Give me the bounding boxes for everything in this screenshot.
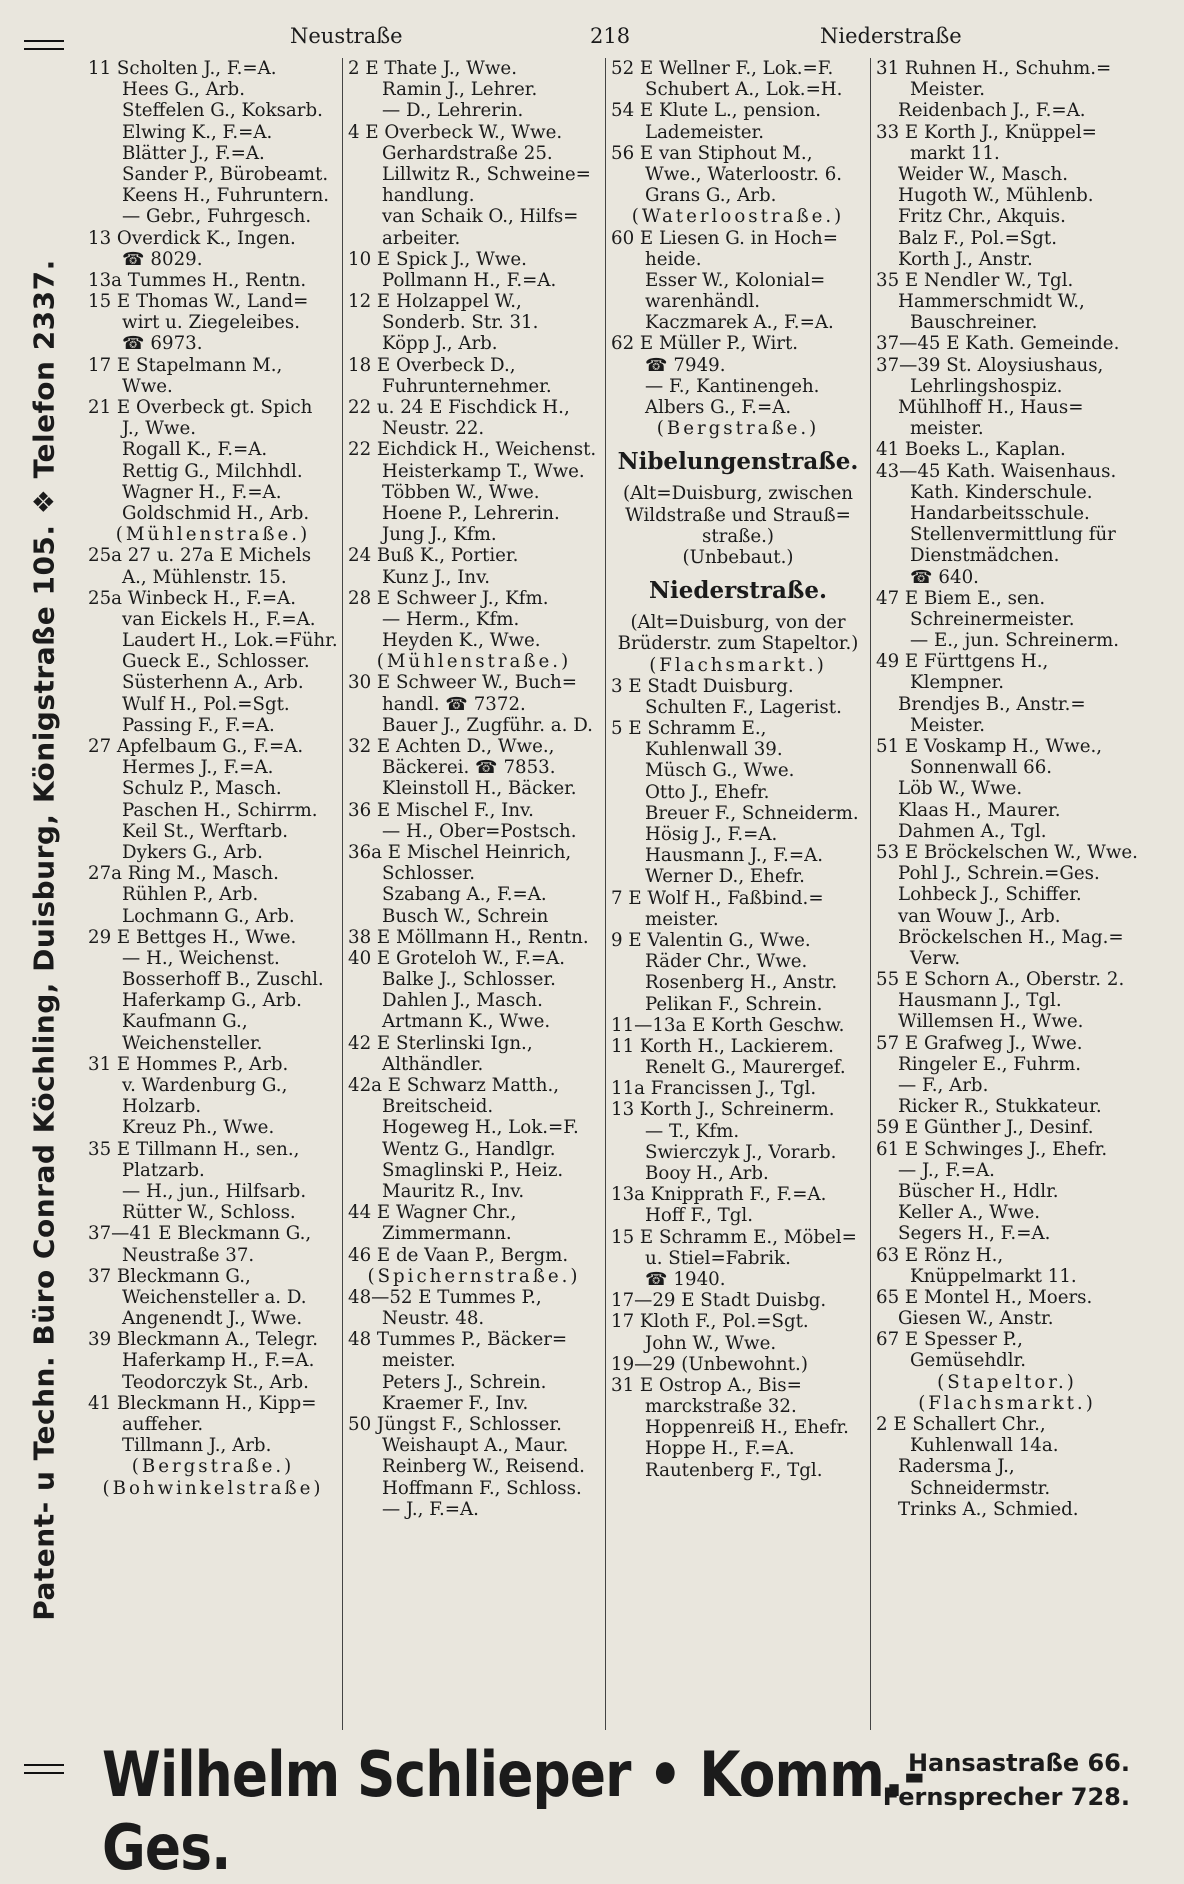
directory-entry: Verw. bbox=[910, 947, 961, 969]
directory-entry: Handarbeitsschule. bbox=[910, 502, 1090, 524]
directory-entry: van Schaik O., Hilfs= bbox=[382, 206, 579, 228]
directory-entry: Lochmann G., Arb. bbox=[122, 905, 295, 927]
directory-entry: Elwing K., F.=A. bbox=[122, 121, 273, 143]
footer-advertisement bbox=[88, 1734, 1148, 1884]
directory-entry: Renelt G., Maurergef. bbox=[645, 1057, 846, 1079]
directory-entry: 44 E Wagner Chr., bbox=[348, 1202, 517, 1224]
directory-entry: — Herm., Kfm. bbox=[382, 608, 520, 630]
directory-entry: 5 E Schramm E., bbox=[611, 718, 767, 740]
directory-entry: Esser W., Kolonial= bbox=[645, 269, 826, 291]
column-divider-3 bbox=[870, 58, 871, 1730]
directory-entry: handl. ☎ 7372. bbox=[382, 693, 526, 715]
directory-entry: (Unbebaut.) bbox=[682, 546, 794, 568]
directory-entry: 3 E Stadt Duisburg. bbox=[611, 675, 794, 697]
directory-entry: 65 E Montel H., Moers. bbox=[876, 1286, 1093, 1308]
directory-entry: Hoffmann F., Schloss. bbox=[382, 1477, 582, 1499]
directory-entry: — Gebr., Fuhrgesch. bbox=[122, 206, 312, 228]
directory-entry: (Mühlenstraße.) bbox=[115, 524, 311, 546]
directory-entry: — T., Kfm. bbox=[645, 1120, 740, 1142]
directory-entry: Wwe., Waterloostr. 6. bbox=[645, 163, 843, 185]
directory-entry: Gerhardstraße 25. bbox=[382, 142, 553, 164]
directory-entry: Bauschreiner. bbox=[910, 312, 1038, 334]
footer-ad-address bbox=[883, 1746, 1130, 1814]
directory-entry: Haferkamp G., Arb. bbox=[122, 990, 302, 1012]
directory-entry: Hoppe H., F.=A. bbox=[645, 1438, 795, 1460]
street-heading: Niederstraße. bbox=[649, 577, 827, 605]
directory-entry: Hoff F., Tgl. bbox=[645, 1205, 754, 1227]
directory-entry: Reidenbach J., F.=A. bbox=[898, 100, 1086, 122]
directory-entry: Rettig G., Milchhdl. bbox=[122, 460, 303, 482]
footer-ad-company: Wilhelm Schlieper • Komm.-Ges. bbox=[102, 1738, 925, 1884]
directory-entry: Dienstmädchen. bbox=[910, 545, 1060, 567]
directory-entry: meister. bbox=[910, 418, 984, 440]
directory-entry: 31 E Hommes P., Arb. bbox=[88, 1053, 289, 1075]
directory-entry: Knüppelmarkt 11. bbox=[910, 1265, 1077, 1287]
directory-entry: Artmann K., Wwe. bbox=[382, 1011, 551, 1033]
directory-entry: Schreinermeister. bbox=[910, 608, 1075, 630]
directory-entry: Weider W., Masch. bbox=[898, 163, 1069, 185]
directory-entry: — J., F.=A. bbox=[382, 1498, 479, 1520]
directory-entry: Kuhlenwall 39. bbox=[645, 739, 783, 761]
directory-entry: 2 E Schallert Chr., bbox=[876, 1414, 1046, 1435]
column-3 bbox=[611, 58, 865, 1730]
directory-entry: Meister. bbox=[910, 79, 986, 101]
directory-entry: Goldschmid H., Arb. bbox=[122, 502, 310, 524]
directory-entry: Keller A., Wwe. bbox=[898, 1202, 1041, 1224]
column-4 bbox=[876, 58, 1138, 1730]
directory-entry: ☎ 640. bbox=[910, 566, 979, 588]
directory-entry: 62 E Müller P., Wirt. bbox=[611, 333, 799, 355]
directory-entry: Werner D., Ehefr. bbox=[645, 866, 805, 888]
directory-entry: Büscher H., Hdlr. bbox=[898, 1180, 1059, 1202]
directory-entry: Räder Chr., Wwe. bbox=[645, 951, 808, 973]
directory-entry: 36a E Mischel Heinrich, bbox=[348, 841, 572, 863]
directory-entry: 53 E Bröckelschen W., Wwe. bbox=[876, 841, 1138, 863]
directory-entry: Wentz G., Handlgr. bbox=[382, 1138, 556, 1160]
directory-entry: 36 E Mischel F., Inv. bbox=[348, 799, 534, 821]
directory-entry: Steffelen G., Koksarb. bbox=[122, 100, 323, 122]
side-ad-text: Patent- u Techn. Büro Conrad Köchling, Duisburg, Königstraße 105. ❖ Telefon 2337. bbox=[27, 259, 61, 1621]
directory-entry: Kath. Kinderschule. bbox=[910, 481, 1093, 503]
footer-ad-line-1: Hansastraße 66. bbox=[907, 1749, 1130, 1777]
directory-entry: Bröckelschen H., Mag.= bbox=[898, 926, 1124, 948]
directory-entry: meister. bbox=[645, 908, 719, 930]
directory-entry: (Alt=Duisburg, von der bbox=[630, 612, 846, 634]
directory-entry: John W., Wwe. bbox=[645, 1332, 777, 1354]
directory-entry: 17 Kloth F., Pol.=Sgt. bbox=[611, 1311, 809, 1333]
directory-entry: Lillwitz R., Schweine= bbox=[382, 163, 591, 185]
rule-top-2 bbox=[24, 48, 64, 50]
directory-entry: Pohl J., Schrein.=Ges. bbox=[898, 863, 1100, 885]
directory-entry: (Bergstraße.) bbox=[656, 418, 820, 440]
directory-entry: 49 E Fürttgens H., bbox=[876, 651, 1049, 673]
directory-entry: 13 Overdick K., Ingen. bbox=[88, 227, 296, 249]
directory-entry: Ricker R., Stukkateur. bbox=[898, 1096, 1102, 1118]
directory-entry: 43—45 Kath. Waisenhaus. bbox=[876, 460, 1117, 482]
directory-entry: Dykers G., Arb. bbox=[122, 841, 263, 863]
directory-entry: Hammerschmidt W., bbox=[898, 291, 1085, 313]
directory-entry: Dahlen J., Masch. bbox=[382, 990, 543, 1012]
directory-entry: 48—52 E Tummes P., bbox=[348, 1286, 542, 1308]
directory-entry: Zimmermann. bbox=[382, 1223, 512, 1245]
column-divider-2 bbox=[605, 58, 606, 1730]
directory-entry: 42 E Sterlinski Ign., bbox=[348, 1032, 533, 1054]
directory-entry: Wildstraße und Strauß= bbox=[625, 504, 851, 526]
directory-entry: Hees G., Arb. bbox=[122, 79, 245, 101]
directory-entry: Pollmann H., F.=A. bbox=[382, 269, 557, 291]
directory-entry: 27 Apfelbaum G., F.=A. bbox=[88, 736, 304, 757]
directory-entry: Sander P., Bürobeamt. bbox=[122, 163, 329, 185]
directory-entry: 54 E Klute L., pension. bbox=[611, 100, 822, 122]
directory-entry: Meister. bbox=[910, 714, 986, 736]
directory-entry: Kunz J., Inv. bbox=[382, 566, 490, 588]
directory-entry: Bosserhoff B., Zuschl. bbox=[122, 969, 324, 991]
directory-entry: Hoene P., Lehrerin. bbox=[382, 502, 560, 524]
directory-entry: Wulf H., Pol.=Sgt. bbox=[122, 693, 290, 715]
directory-entry: (Flachsmarkt.) bbox=[649, 654, 827, 676]
column-1 bbox=[88, 58, 338, 1730]
directory-entry: Blätter J., F.=A. bbox=[122, 142, 265, 164]
directory-entry: Brendjes B., Anstr.= bbox=[898, 693, 1086, 715]
directory-entry: 56 E van Stiphout M., bbox=[611, 142, 813, 164]
directory-entry: 37 Bleckmann G., bbox=[88, 1265, 251, 1287]
directory-entry: Hermes J., F.=A. bbox=[122, 757, 274, 779]
directory-entry: ☎ 1940. bbox=[645, 1268, 726, 1290]
directory-entry: J., Wwe. bbox=[122, 418, 197, 440]
directory-entry: 4 E Overbeck W., Wwe. bbox=[348, 121, 563, 143]
directory-entry: Szabang A., F.=A. bbox=[382, 884, 547, 906]
directory-entry: Heyden K., Wwe. bbox=[382, 630, 541, 652]
directory-entry: Schlosser. bbox=[382, 863, 476, 885]
directory-entry: Breuer F., Schneiderm. bbox=[645, 802, 859, 824]
directory-entry: Keil St., Werftarb. bbox=[122, 820, 289, 842]
directory-entry: Wwe. bbox=[122, 375, 173, 397]
directory-entry: (Stapeltor.) bbox=[937, 1371, 1077, 1393]
directory-entry: straße.) bbox=[702, 525, 774, 547]
directory-entry: Swierczyk J., Vorarb. bbox=[645, 1141, 837, 1163]
directory-entry: (Bergstraße.) bbox=[131, 1456, 295, 1478]
directory-entry: Rühlen P., Arb. bbox=[122, 884, 259, 906]
column-divider-1 bbox=[342, 58, 343, 1730]
directory-entry: 30 E Schweer W., Buch= bbox=[348, 672, 577, 694]
directory-entry: Kaufmann G., bbox=[122, 1011, 248, 1033]
directory-entry: Lademeister. bbox=[645, 121, 765, 143]
directory-entry: — H., Weichenst. bbox=[122, 947, 280, 969]
directory-entry: Ramin J., Lehrer. bbox=[382, 79, 538, 101]
directory-entry: Neustr. 48. bbox=[382, 1308, 485, 1330]
directory-entry: Schneidermstr. bbox=[910, 1477, 1051, 1499]
directory-entry: (Bohwinkelstraße) bbox=[102, 1477, 324, 1499]
directory-entry: 12 E Holzappel W., bbox=[348, 291, 522, 313]
directory-entry: 25a Winbeck H., F.=A. bbox=[88, 587, 296, 609]
directory-entry: Kuhlenwall 14a. bbox=[910, 1435, 1059, 1457]
directory-entry: (Mühlenstraße.) bbox=[376, 651, 572, 673]
directory-entry: Radersma J., bbox=[898, 1456, 1015, 1478]
directory-entry: Giesen W., Anstr. bbox=[898, 1308, 1054, 1330]
directory-entry: v. Wardenburg G., bbox=[122, 1075, 288, 1096]
directory-entry: 41 Boeks L., Kaplan. bbox=[876, 439, 1066, 461]
directory-entry: 22 u. 24 E Fischdick H., bbox=[348, 397, 570, 418]
directory-entry: Kaczmarek A., F.=A. bbox=[645, 312, 834, 334]
directory-entry: Bäckerei. ☎ 7853. bbox=[382, 757, 556, 779]
directory-entry: Sonderb. Str. 31. bbox=[382, 312, 539, 334]
directory-entry: Gemüsehdlr. bbox=[910, 1350, 1026, 1372]
directory-entry: wirt u. Ziegeleibes. bbox=[122, 312, 300, 334]
directory-entry: Breitscheid. bbox=[382, 1096, 494, 1118]
directory-entry: Kreuz Ph., Wwe. bbox=[122, 1117, 275, 1139]
directory-entry: Weichensteller. bbox=[122, 1032, 263, 1054]
directory-entry: Weichensteller a. D. bbox=[122, 1286, 307, 1308]
directory-entry: 48 Tummes P., Bäcker= bbox=[348, 1329, 568, 1351]
directory-entry: ☎ 8029. bbox=[122, 248, 203, 270]
directory-entry: Jung J., Kfm. bbox=[382, 524, 497, 546]
directory-entry: 57 E Grafweg J., Wwe. bbox=[876, 1032, 1083, 1054]
directory-entry: — F., Kantinengeh. bbox=[645, 375, 820, 397]
directory-entry: 13a Tummes H., Rentn. bbox=[88, 269, 307, 291]
directory-entry: 11 Scholten J., F.=A. bbox=[88, 58, 277, 79]
directory-entry: 35 E Tillmann H., sen., bbox=[88, 1138, 300, 1160]
directory-entry: Klaas H., Maurer. bbox=[898, 799, 1061, 821]
directory-entry: Rautenberg F., Tgl. bbox=[645, 1459, 823, 1481]
directory-entry: Hausmann J., Tgl. bbox=[898, 990, 1062, 1012]
directory-entry: 61 E Schwinges J., Ehefr. bbox=[876, 1138, 1108, 1160]
directory-entry: Sonnenwall 66. bbox=[910, 757, 1053, 779]
directory-entry: 7 E Wolf H., Faßbind.= bbox=[611, 887, 824, 909]
directory-entry: — E., jun. Schreinerm. bbox=[910, 630, 1120, 652]
directory-entry: Schulten F., Lagerist. bbox=[645, 696, 842, 718]
directory-entry: u. Stiel=Fabrik. bbox=[645, 1247, 791, 1269]
directory-entry: — D., Lehrerin. bbox=[382, 100, 524, 122]
directory-entry: 51 E Voskamp H., Wwe., bbox=[876, 736, 1103, 757]
directory-entry: Keens H., Fuhruntern. bbox=[122, 185, 330, 207]
column-2 bbox=[348, 58, 600, 1730]
directory-entry: Teodorczyk St., Arb. bbox=[122, 1371, 309, 1393]
directory-entry: Rosenberg H., Anstr. bbox=[645, 972, 838, 994]
directory-entry: Rogall K., F.=A. bbox=[122, 439, 268, 461]
directory-entry: Gueck E., Schlosser. bbox=[122, 651, 310, 673]
directory-entry: Lohbeck J., Schiffer. bbox=[898, 884, 1082, 906]
directory-entry: Dahmen A., Tgl. bbox=[898, 820, 1047, 842]
directory-entry: Smaglinski P., Heiz. bbox=[382, 1159, 564, 1181]
directory-entry: Haferkamp H., F.=A. bbox=[122, 1350, 315, 1372]
directory-entry: Hogeweg H., Lok.=F. bbox=[382, 1117, 579, 1139]
directory-entry: Holzarb. bbox=[122, 1096, 202, 1118]
directory-entry: 37—39 St. Aloysiushaus, bbox=[876, 354, 1104, 376]
directory-entry: 40 E Groteloh W., F.=A. bbox=[348, 947, 566, 969]
directory-entry: markt 11. bbox=[910, 142, 1000, 164]
directory-entry: — F., Arb. bbox=[898, 1075, 989, 1096]
directory-entry: van Wouw J., Arb. bbox=[898, 905, 1061, 927]
directory-entry: 22 Eichdick H., Weichenst. bbox=[348, 439, 597, 461]
directory-entry: Balz F., Pol.=Sgt. bbox=[898, 227, 1057, 249]
directory-entry: Heisterkamp T., Wwe. bbox=[382, 460, 585, 482]
directory-entry: 10 E Spick J., Wwe. bbox=[348, 248, 527, 270]
directory-entry: 11 Korth H., Lackierem. bbox=[611, 1035, 834, 1057]
directory-entry: Többen W., Wwe. bbox=[382, 481, 540, 503]
directory-entry: Stellenvermittlung für bbox=[910, 524, 1116, 546]
directory-entry: 63 E Rönz H., bbox=[876, 1244, 1004, 1266]
directory-entry: ☎ 6973. bbox=[122, 333, 203, 355]
directory-entry: 11—13a E Korth Geschw. bbox=[611, 1014, 845, 1036]
directory-entry: marckstraße 32. bbox=[645, 1396, 797, 1418]
directory-entry: 13a Knipprath F., F.=A. bbox=[611, 1184, 827, 1206]
directory-entry: 35 E Nendler W., Tgl. bbox=[876, 269, 1074, 291]
directory-entry: 37—45 E Kath. Gemeinde. bbox=[876, 333, 1120, 355]
directory-entry: 47 E Biem E., sen. bbox=[876, 587, 1046, 609]
directory-entry: (Spichernstraße.) bbox=[367, 1265, 581, 1287]
directory-entry: 50 Jüngst F., Schlosser. bbox=[348, 1414, 562, 1435]
directory-entry: Busch W., Schrein bbox=[382, 905, 549, 927]
directory-entry: Mauritz R., Inv. bbox=[382, 1180, 525, 1202]
directory-entry: Passing F., F.=A. bbox=[122, 714, 275, 736]
directory-entry: 29 E Bettges H., Wwe. bbox=[88, 926, 297, 948]
directory-entry: Paschen H., Schirrm. bbox=[122, 799, 318, 821]
directory-entry: 18 E Overbeck D., bbox=[348, 354, 516, 376]
directory-entry: Reinberg W., Reisend. bbox=[382, 1456, 585, 1478]
rule-bottom-2 bbox=[24, 1772, 64, 1774]
directory-entry: (Waterloostraße.) bbox=[631, 206, 845, 228]
directory-entry: meister. bbox=[382, 1350, 456, 1372]
directory-entry: Mühlhoff H., Haus= bbox=[898, 397, 1084, 418]
header-left-street: Neustraße bbox=[290, 24, 403, 48]
directory-entry: 11a Francissen J., Tgl. bbox=[611, 1078, 817, 1100]
directory-entry: Hösig J., F.=A. bbox=[645, 824, 778, 845]
directory-entry: ☎ 7949. bbox=[645, 354, 726, 376]
directory-entry: Neustraße 37. bbox=[122, 1244, 255, 1266]
directory-entry: Hausmann J., F.=A. bbox=[645, 845, 823, 867]
directory-entry: (Flachsmarkt.) bbox=[918, 1392, 1096, 1414]
directory-entry: 55 E Schorn A., Oberstr. 2. bbox=[876, 969, 1125, 991]
directory-entry: auffeher. bbox=[122, 1414, 204, 1435]
directory-entry: Booy H., Arb. bbox=[645, 1163, 769, 1184]
directory-entry: Pelikan F., Schrein. bbox=[645, 993, 823, 1015]
directory-entry: — J., F.=A. bbox=[898, 1159, 995, 1181]
directory-entry: (Alt=Duisburg, zwischen bbox=[623, 483, 853, 505]
directory-entry: Müsch G., Wwe. bbox=[645, 760, 795, 782]
directory-entry: 46 E de Vaan P., Bergm. bbox=[348, 1244, 569, 1266]
directory-entry: Hoppenreiß H., Ehefr. bbox=[645, 1417, 849, 1439]
directory-entry: heide. bbox=[645, 248, 702, 270]
directory-entry: Balke J., Schlosser. bbox=[382, 969, 556, 991]
street-heading: Nibelungenstraße. bbox=[617, 448, 859, 476]
directory-entry: Angenendt J., Wwe. bbox=[122, 1308, 303, 1330]
directory-entry: 37—41 E Bleckmann G., bbox=[88, 1223, 312, 1245]
directory-entry: 15 E Thomas W., Land= bbox=[88, 291, 309, 313]
directory-entry: handlung. bbox=[382, 185, 475, 207]
directory-entry: 19—29 (Unbewohnt.) bbox=[611, 1353, 808, 1375]
directory-entry: Weishaupt A., Maur. bbox=[382, 1435, 569, 1457]
directory-entry: Süsterhenn A., Arb. bbox=[122, 672, 304, 694]
directory-entry: — H., Ober=Postsch. bbox=[382, 820, 577, 842]
directory-entry: 28 E Schweer J., Kfm. bbox=[348, 587, 549, 609]
directory-entry: 15 E Schramm E., Möbel= bbox=[611, 1226, 857, 1248]
directory-entry: Schulz P., Masch. bbox=[122, 778, 282, 800]
directory-entry: 67 E Spesser P., bbox=[876, 1329, 1023, 1351]
directory-entry: 52 E Wellner F., Lok.=F. bbox=[611, 58, 834, 79]
directory-entry: Peters J., Schrein. bbox=[382, 1371, 547, 1393]
directory-entry: 32 E Achten D., Wwe., bbox=[348, 736, 555, 757]
rule-top-1 bbox=[24, 40, 64, 42]
footer-ad-line-2: Fernsprecher 728. bbox=[882, 1783, 1130, 1811]
directory-entry: 17—29 E Stadt Duisbg. bbox=[611, 1290, 827, 1312]
directory-entry: Kraemer F., Inv. bbox=[382, 1392, 529, 1414]
page-header bbox=[80, 24, 1130, 58]
directory-entry: Korth J., Anstr. bbox=[898, 248, 1033, 270]
directory-entry: Lehrlingshospiz. bbox=[910, 375, 1063, 397]
directory-entry: Fritz Chr., Akquis. bbox=[898, 206, 1066, 228]
directory-entry: Ringeler E., Fuhrm. bbox=[898, 1053, 1082, 1075]
directory-entry: Hugoth W., Mühlenb. bbox=[898, 185, 1094, 207]
directory-entry: 2 E Thate J., Wwe. bbox=[348, 58, 517, 79]
directory-entry: Rütter W., Schloss. bbox=[122, 1202, 296, 1224]
directory-entry: Brüderstr. zum Stapeltor.) bbox=[617, 633, 859, 655]
directory-entry: Platzarb. bbox=[122, 1159, 205, 1181]
directory-entry: Neustr. 22. bbox=[382, 418, 485, 440]
page-number: 218 bbox=[590, 24, 631, 48]
directory-entry: arbeiter. bbox=[382, 227, 461, 249]
directory-entry: 33 E Korth J., Knüppel= bbox=[876, 121, 1097, 143]
directory-entry: 31 Ruhnen H., Schuhm.= bbox=[876, 58, 1112, 79]
directory-entry: Kleinstoll H., Bäcker. bbox=[382, 778, 577, 800]
directory-entry: Klempner. bbox=[910, 672, 1005, 694]
rule-bottom-1 bbox=[24, 1764, 64, 1766]
directory-entry: Fuhrunternehmer. bbox=[382, 375, 552, 397]
directory-entry: Bauer J., Zugführ. a. D. bbox=[382, 714, 593, 736]
directory-entry: Grans G., Arb. bbox=[645, 185, 777, 207]
directory-entry: A., Mühlenstr. 15. bbox=[122, 566, 287, 588]
directory-entry: — H., jun., Hilfsarb. bbox=[122, 1180, 307, 1202]
directory-entry: 17 E Stapelmann M., bbox=[88, 354, 283, 376]
header-right-street: Niederstraße bbox=[820, 24, 962, 48]
directory-entry: Willemsen H., Wwe. bbox=[898, 1011, 1084, 1033]
directory-entry: 39 Bleckmann A., Telegr. bbox=[88, 1329, 319, 1351]
directory-entry: 59 E Günther J., Desinf. bbox=[876, 1117, 1094, 1139]
directory-entry: 25a 27 u. 27a E Michels bbox=[88, 545, 312, 567]
directory-entry: 60 E Liesen G. in Hoch= bbox=[611, 227, 838, 249]
directory-entry: 24 Buß K., Portier. bbox=[348, 545, 519, 567]
directory-entry: Segers H., F.=A. bbox=[898, 1223, 1051, 1245]
directory-entry: van Eickels H., F.=A. bbox=[122, 608, 316, 630]
directory-entry: 27a Ring M., Masch. bbox=[88, 863, 279, 885]
directory-entry: 42a E Schwarz Matth., bbox=[348, 1075, 560, 1096]
directory-entry: 41 Bleckmann H., Kipp= bbox=[88, 1392, 317, 1414]
directory-entry: Tillmann J., Arb. bbox=[122, 1435, 272, 1457]
directory-entry: Trinks A., Schmied. bbox=[898, 1498, 1079, 1520]
directory-entry: Laudert H., Lok.=Führ. bbox=[122, 630, 338, 652]
directory-entry: warenhändl. bbox=[645, 291, 761, 313]
directory-entry: Löb W., Wwe. bbox=[898, 778, 1023, 800]
directory-entry: 13 Korth J., Schreinerm. bbox=[611, 1099, 835, 1121]
directory-entry: Wagner H., F.=A. bbox=[122, 481, 282, 503]
directory-entry: Albers G., F.=A. bbox=[645, 397, 792, 418]
directory-entry: Köpp J., Arb. bbox=[382, 333, 498, 355]
directory-entry: 38 E Möllmann H., Rentn. bbox=[348, 926, 589, 948]
directory-entry: 31 E Ostrop A., Bis= bbox=[611, 1374, 802, 1396]
directory-entry: Otto J., Ehefr. bbox=[645, 781, 770, 803]
directory-entry: 21 E Overbeck gt. Spich bbox=[88, 397, 313, 418]
directory-entry: Schubert A., Lok.=H. bbox=[645, 79, 843, 101]
side-advertisement bbox=[18, 40, 70, 1780]
directory-entry: Althändler. bbox=[382, 1053, 484, 1075]
directory-entry: 9 E Valentin G., Wwe. bbox=[611, 929, 811, 951]
